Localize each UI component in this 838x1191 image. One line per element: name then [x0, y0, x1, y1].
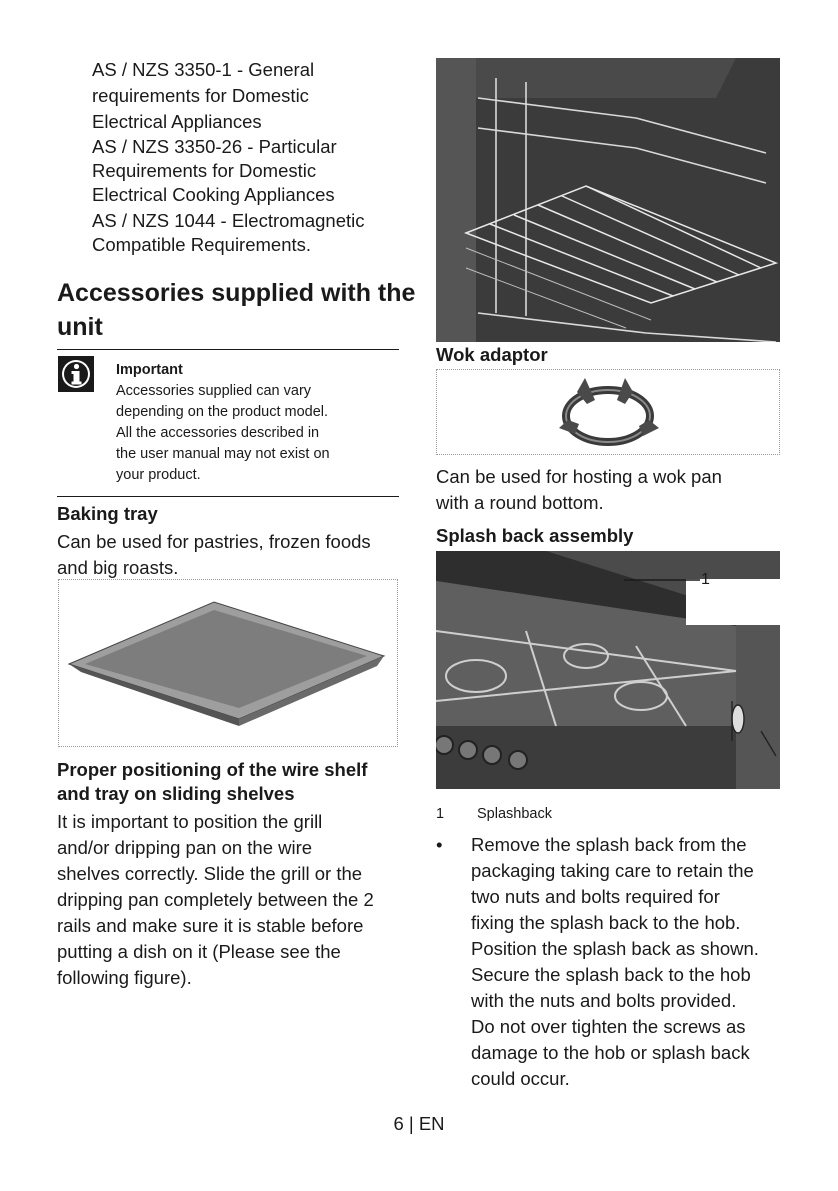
page-number-footer: 6 | EN	[393, 1113, 445, 1134]
text-line: dripping pan completely between the 2	[57, 889, 374, 910]
text-line: rails and make sure it is stable before	[57, 915, 364, 936]
splash-legend-label: Splashback	[477, 806, 552, 822]
text-line: Do not over tighten the screws as	[471, 1016, 746, 1037]
important-line: your product.	[116, 467, 201, 483]
text-line: and big roasts.	[57, 557, 179, 578]
positioning-title	[57, 758, 367, 806]
standards-line: AS / NZS 1044 - Electromagnetic	[92, 210, 365, 231]
splash-back-title: Splash back assembly	[436, 525, 634, 546]
text-line: and/or dripping pan on the wire	[57, 837, 313, 858]
important-line: All the accessories described in	[116, 425, 320, 441]
text-line: fixing the splash back to the hob.	[471, 912, 741, 933]
important-line: depending on the product model.	[116, 404, 329, 420]
text-line: Can be used for hosting a wok pan	[436, 466, 722, 487]
text-line: It is important to position the grill	[57, 811, 323, 832]
heading-line: Accessories supplied with the	[57, 279, 416, 307]
bullet-icon: •	[436, 834, 443, 855]
standards-line: AS / NZS 3350-26 - Particular	[92, 136, 337, 157]
standards-line: Electrical Cooking Appliances	[92, 184, 335, 205]
wok-adaptor-text	[436, 464, 722, 516]
wok-adaptor-image	[436, 369, 780, 455]
text-line: could occur.	[471, 1068, 570, 1089]
text-line: damage to the hob or splash back	[471, 1042, 750, 1063]
heading-line: and tray on sliding shelves	[57, 783, 295, 804]
text-line: following figure).	[57, 967, 192, 988]
heading-line: Proper positioning of the wire shelf	[57, 759, 368, 780]
wok-adaptor-title: Wok adaptor	[436, 344, 548, 365]
oven-shelf-image	[436, 58, 780, 342]
text-line: putting a dish on it (Please see the	[57, 941, 341, 962]
splash-callout-number: 1	[701, 571, 710, 588]
standards-line: Compatible Requirements.	[92, 234, 312, 255]
standards-line: requirements for Domestic	[92, 85, 309, 106]
standards-line: AS / NZS 3350-1 - General	[92, 59, 315, 80]
baking-tray-image	[58, 579, 398, 747]
important-line: Accessories supplied can vary	[116, 383, 312, 399]
important-line: the user manual may not exist on	[116, 446, 330, 462]
text-line: two nuts and bolts required for	[471, 886, 720, 907]
standards-line: Electrical Appliances	[92, 111, 262, 132]
baking-tray-text	[57, 529, 371, 581]
text-line: with the nuts and bolts provided.	[471, 990, 737, 1011]
info-icon	[58, 356, 94, 392]
text-line: Secure the splash back to the hob	[471, 964, 751, 985]
divider	[57, 496, 399, 497]
text-line: with a round bottom.	[436, 492, 604, 513]
baking-tray-title: Baking tray	[57, 503, 158, 524]
section-heading	[57, 276, 415, 344]
standards-line: Requirements for Domestic	[92, 160, 317, 181]
splash-legend-number: 1	[436, 806, 445, 822]
text-line: Can be used for pastries, frozen foods	[57, 531, 371, 552]
text-line: shelves correctly. Slide the grill or the	[57, 863, 363, 884]
important-note	[116, 360, 330, 486]
divider	[57, 349, 399, 350]
splash-back-image	[436, 551, 780, 789]
heading-line: unit	[57, 313, 103, 341]
text-line: packaging taking care to retain the	[471, 860, 754, 881]
important-title: Important	[116, 362, 183, 378]
splash-instructions	[471, 832, 759, 1092]
text-line: Position the splash back as shown.	[471, 938, 759, 959]
positioning-text	[57, 809, 374, 991]
text-line: Remove the splash back from the	[471, 834, 747, 855]
